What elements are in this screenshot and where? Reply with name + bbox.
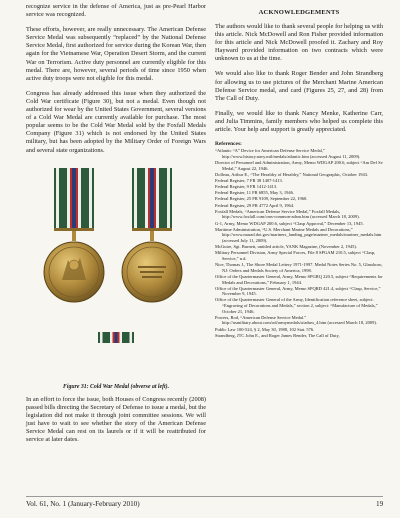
page-footer [0, 500, 400, 514]
reference-item: “Atlantic “A” Device for American Defense Service Medal,” http://www.history.navy.mil/medals/atlantic.htm (accessed August 11, 2009). [215, 148, 361, 159]
reference-item: Federal Register, 29 FR 4772 April 9, 1964. [215, 202, 295, 208]
reference-item: Nice, Thomas J., The Shore Medal Lettery 1971-1997. Medal Notes Series No. 5, Glassboro, NJ: Orders and Medals Society of America, 1998. [215, 262, 383, 273]
paragraph: The authors would like to thank several people for helping us with this article. Nick McDowell and Ron Fisher provided information for this article and Nick McDowell proofed it. Zachary and Roy Hayward provided information on two contracts which were unknown to us at the time. [215, 23, 383, 63]
references-list [215, 148, 383, 338]
reference-item: Office of the Quartermaster General of the Army, Identification reference sheet, subject: “Engraving of Decorations and Medals,” section 2, subject: “Manufacture of Medals,” October 21, 1946. [215, 297, 378, 314]
paragraph: In an effort to force the issue, both Houses of Congress recently (2008) passed bills directing the Secretary of Defense to issue a medal, but the legislation did not make it through joint committee sessions. We will just have to wait to see whether the story of the American Defense Service Medal can rest on its laurels or if it will be reattributed for service at later dates. [26, 395, 206, 444]
footer-rule [26, 496, 383, 497]
paragraph: recognize service in the defense of America, just as pre-Pearl Harbor service was recognized. [26, 3, 206, 19]
reference-item: Office of the Quartermaster General, Army, Memo SPQRD 421.4, subject “Clasp, Service,” November 9, 1945. [215, 285, 381, 297]
reference-item: Foxfall Medals, “American Defense Service Medal,” Foxfall Medals, http://www.foxfall.com/cms-common-adsm.htm (accessed March 18, 2009). [215, 208, 360, 220]
reference-item: G-1, Army, Memo WDGAP 200.6, subject “Clasp Approval,” December 13, 1945. [215, 220, 364, 226]
paragraph: Finally, we would like to thank Nancy Menke, Katherine Carr, and Julia Timmins, family members who helped us complete this article. Your help and support is greatly appreciated. [215, 109, 383, 134]
reference-item: Maritime Administration, “U.S. Merchant Marine Medals and Decorations,” http://www.marad.dot.gov/mariners_landing_page/mariner_medals/mariner_medals.htm (accessed July 11, 2009). [215, 226, 382, 243]
reference-item: Public Law 100-524, § 2, May 30, 1988, 102 Stat. 576. [215, 326, 315, 332]
reference-item: McGuire, Sgt. Burnett, untitled article, YANK Magazine, (November 2, 1945). [215, 244, 358, 250]
volume-issue: Vol. 61, No. 1 (January-February 2010) [26, 500, 140, 508]
reference-item: Military Personnel Division, Army Special Forces, File 8 SPGAM 210.5, subject “Clasp, Service,” n.d. [215, 250, 376, 261]
paragraph: Congress has already addressed this issue when they authorized the Cold War certificate (Figure 30), but not a medal. Even though not authorized for wear by the United States Government, several versions of a Cold War Medal are currently available for purchase. The most popular seems to be the Cold War Medal sold by the Foxfall Medals Company (Figure 31) which is not endorsed by the United States military, but has been adopted by the Military Order of Foreign Wars and several state organizations. [26, 89, 206, 154]
reference-item: Strandberg, JTC John E., and Roger James Bender, The Call of Duty, [215, 332, 340, 338]
reference-item: Federal Register, 7 FR 38 1407-1413. [215, 177, 283, 183]
reference-item: Federal Register, 11 FR 6855, May 3, 1946. [215, 190, 295, 196]
ribbon-bar [98, 332, 134, 343]
cold-war-medal-photo [26, 162, 206, 382]
reference-item: Federal Register, 9 FR 1412-1413. [215, 184, 278, 190]
paragraph: These efforts, however, are really unnecessary. The American Defense Service Medal was subsequently “replaced” by the National Defense Service Medal, first authorized for service during the Korean War, then again for the Vietnamese War, Operation Desert Storm, and the current War on Terrorism. Active duty personnel are currently eligible for this medal. There are, however, several periods of time since 1950 when active duty troops were not eligible for this medal. [26, 26, 206, 82]
reference-item: Federal Register, 25 FR 9109, September 22, 1960. [215, 196, 308, 202]
reference-item: Powers, Rod, “American Defense Service Medal.” http://usmilitary.about.com/od/armymedals/a/adsm_4.htm (accessed March 18, 2009). [215, 314, 378, 326]
references-heading: References: [215, 141, 242, 148]
paragraph: We would also like to thank Roger Bender and John Strandberg for allowing us to use pictures of the Merchant Marine American Defense Service medal, and card (Figures 25, 27, and 28) from The Call of Duty. [215, 70, 383, 102]
medal-obverse [44, 168, 104, 302]
right-column [215, 3, 383, 339]
page-number: 19 [376, 500, 384, 508]
left-column [26, 3, 206, 451]
reference-item: Dolleau, Arthur E., “The Heraldry of Heraldry,” National Geographic, October 1943. [215, 171, 369, 177]
figure-caption: Figure 31: Cold War Medal (obverse at left). [62, 383, 170, 390]
medal-reverse [122, 168, 182, 302]
cold-war-medal-figure [26, 162, 206, 382]
reference-item: Office of the Quartermaster General, Army, Memo SPGRQ 220.5, subject “Requirements for Medals and Decorations,” February 1, 1944. [215, 273, 383, 285]
reference-item: Director of Personnel and Administration, Army, Memo WDGAP 200.6, subject “Am Def Sv Medal,” August 22, 1946. [215, 159, 383, 171]
acknowledgements-heading: ACKNOWLEDGEMENTS [258, 9, 340, 16]
